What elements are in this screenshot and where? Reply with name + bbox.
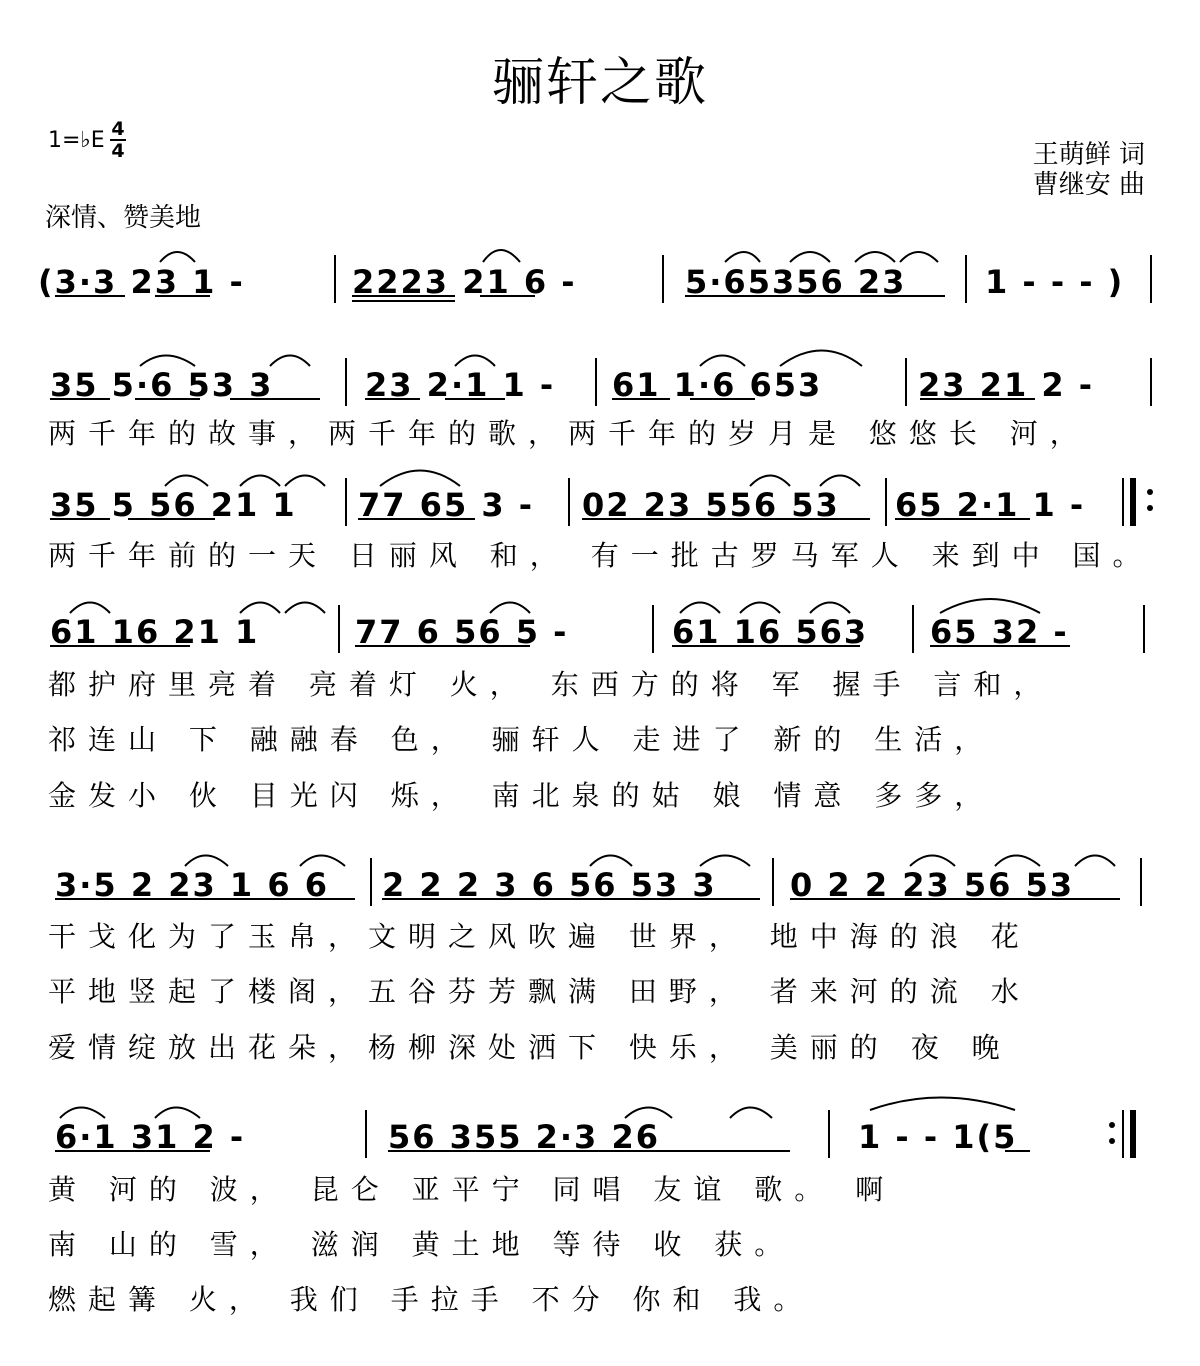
measure: 56 355 2·3 26 bbox=[388, 1118, 660, 1156]
measure: 02 23 556 53 bbox=[582, 486, 840, 524]
measure: 2223 21 6 - bbox=[352, 263, 577, 301]
bar-line bbox=[1122, 1110, 1124, 1158]
measure: 6·1 31 2 - bbox=[55, 1118, 246, 1156]
measure: 65 32 - bbox=[930, 613, 1069, 651]
composer: 曹继安 曲 bbox=[1032, 170, 1145, 200]
bar-line bbox=[1122, 478, 1124, 526]
measure: (3·3 23 1 - bbox=[38, 263, 245, 301]
credits bbox=[1033, 140, 1145, 200]
bar-line bbox=[334, 255, 336, 303]
bar-line bbox=[912, 605, 914, 653]
bar-line bbox=[365, 1110, 367, 1158]
measure: 61 16 21 1 bbox=[50, 613, 260, 651]
note-row bbox=[0, 1110, 1200, 1170]
key-signature: 1=♭E bbox=[48, 128, 105, 153]
bar-line bbox=[885, 478, 887, 526]
tempo-marking: 深情、赞美地 bbox=[45, 203, 202, 233]
bar-line bbox=[1150, 255, 1152, 303]
lyric-line: 平地竖起了楼阁，五谷芬芳飘满 田野， 者来河的流 水 bbox=[48, 975, 1031, 1008]
lyric-line: 金发小 伙 目光闪 烁， 南北泉的姑 娘 情意 多多， bbox=[48, 779, 995, 812]
bar-line bbox=[828, 1110, 830, 1158]
lyric-line: 干戈化为了玉帛，文明之风吹遍 世界， 地中海的浪 花 bbox=[48, 920, 1031, 953]
measure: 65 2·1 1 - bbox=[895, 486, 1086, 524]
lyric-line: 爱情绽放出花朵，杨柳深处洒下 快乐， 美丽的 夜 晚 bbox=[48, 1031, 1012, 1064]
bar-line bbox=[965, 255, 967, 303]
bar-line bbox=[370, 858, 372, 906]
measure: 1 - - 1(5 bbox=[858, 1118, 1018, 1156]
note-row bbox=[0, 255, 1200, 315]
bar-line bbox=[345, 478, 347, 526]
lyric-line: 祁连山 下 融融春 色， 骊轩人 走进了 新的 生活， bbox=[48, 723, 995, 756]
measure: 23 2·1 1 - bbox=[365, 366, 556, 404]
bar-line bbox=[652, 605, 654, 653]
bar-line bbox=[1140, 858, 1142, 906]
song-title: 骊轩之歌 bbox=[491, 53, 708, 113]
measure: 1 - - - ) bbox=[985, 263, 1125, 301]
measure: 61 1·6 653 bbox=[612, 366, 823, 404]
repeat-bar bbox=[1130, 478, 1136, 526]
time-signature-top: 4 bbox=[111, 118, 125, 140]
measure: 35 5 56 21 1 bbox=[50, 486, 297, 524]
measure: 0 2 2 23 56 53 bbox=[790, 866, 1075, 904]
time-signature-bottom: 4 bbox=[111, 140, 125, 162]
measure: 77 65 3 - bbox=[358, 486, 535, 524]
lyric-line: 两千年的故事，两千年的歌，两千年的岁月是 悠悠长 河， bbox=[48, 417, 1090, 450]
end-repeat-bar bbox=[1130, 1110, 1136, 1158]
note-row bbox=[0, 478, 1200, 538]
bar-line bbox=[338, 605, 340, 653]
measure: 23 21 2 - bbox=[918, 366, 1095, 404]
lyric-line: 南 山的 雪， 滋润 黄土地 等待 收 获。 bbox=[48, 1228, 795, 1261]
note-row bbox=[0, 605, 1200, 665]
bar-line bbox=[772, 858, 774, 906]
bar-line bbox=[595, 358, 597, 406]
note-row bbox=[0, 358, 1200, 418]
measure: 5·65356 23 bbox=[685, 263, 907, 301]
bar-line bbox=[905, 358, 907, 406]
bar-line bbox=[1143, 605, 1145, 653]
note-row bbox=[0, 858, 1200, 918]
time-signature bbox=[110, 119, 126, 161]
lyric-line: 都护府里亮着 亮着灯 火， 东西方的将 军 握手 言和， bbox=[48, 668, 1054, 701]
measure: 77 6 56 5 - bbox=[355, 613, 569, 651]
bar-line bbox=[662, 255, 664, 303]
lyric-line: 黄 河的 波， 昆仑 亚平宁 同唱 友谊 歌。 啊 bbox=[48, 1173, 896, 1206]
bar-line bbox=[345, 358, 347, 406]
measure: 2 2 2 3 6 56 53 3 bbox=[382, 866, 717, 904]
bar-line bbox=[1150, 358, 1152, 406]
lyricist: 王萌鲜 词 bbox=[1032, 140, 1145, 170]
measure: 35 5·6 53 3 bbox=[50, 366, 274, 404]
bar-line bbox=[568, 478, 570, 526]
lyric-line: 燃起篝 火， 我们 手拉手 不分 你和 我。 bbox=[48, 1283, 814, 1316]
measure: 3·5 2 23 1 6 6 bbox=[55, 866, 329, 904]
measure: 61 16 563 bbox=[672, 613, 869, 651]
lyric-line: 两千年前的一天 日丽风 和， 有一批古罗马军人 来到中 国。 bbox=[48, 539, 1153, 572]
